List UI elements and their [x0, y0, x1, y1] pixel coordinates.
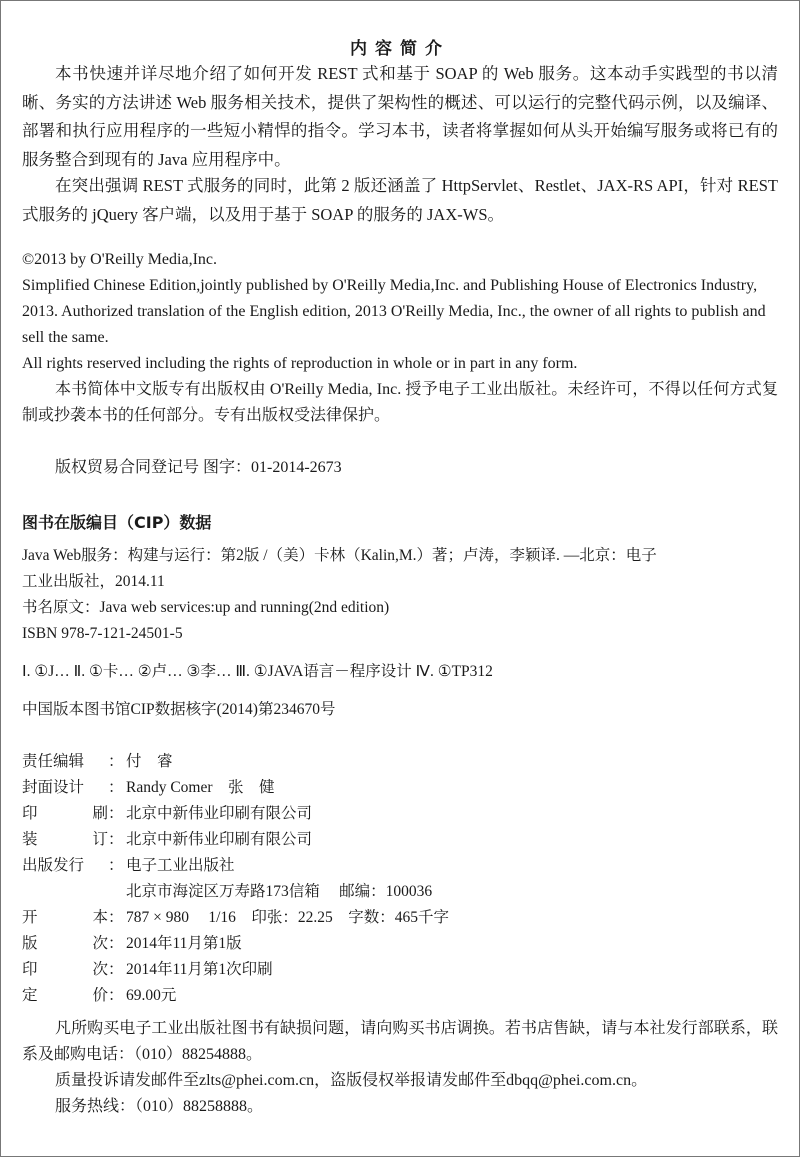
- detail-label-part: 本: [92, 909, 108, 926]
- copyright-line: Simplified Chinese Edition,jointly published by O'Reilly Media,Inc. and Publishing House of Electronics Industry, 2013. Authorized translation of the English edition, 2013 O'Reilly Media, Inc., the owner of all rights to publish and sell the same.: [22, 277, 766, 346]
- registration-number: 版权贸易合同登记号 图字：01-2014-2673: [55, 459, 342, 476]
- detail-label: [22, 749, 108, 775]
- detail-label: [22, 827, 108, 853]
- cip-classification: Ⅰ. ①J… Ⅱ. ①卡… ②卢… ③李… Ⅲ. ①JAVA语言－程序设计 Ⅳ. ①TP312: [22, 663, 493, 680]
- cip-line: 工业出版社，2014.11: [22, 573, 165, 590]
- detail-row: [22, 775, 778, 801]
- publication-details: [22, 749, 778, 1009]
- detail-label: [22, 801, 108, 827]
- detail-colon: ：: [108, 909, 124, 926]
- copyright-line: 本书简体中文版专有出版权由 O'Reilly Media, Inc. 授予电子工业出版社。未经许可，不得以任何方式复制或抄袭本书的任何部分。专有出版权受法律保护。: [22, 381, 778, 424]
- detail-label: [22, 957, 108, 983]
- detail-label: [22, 775, 108, 801]
- detail-colon: ：: [108, 961, 124, 978]
- detail-value: 2014年11月第1次印刷: [126, 961, 273, 978]
- detail-row: [22, 827, 778, 853]
- detail-label-part: 装: [22, 831, 38, 848]
- detail-row: [22, 931, 778, 957]
- detail-label-part: 开: [22, 909, 38, 926]
- cip-heading: 图书在版编目（CIP）数据: [22, 513, 212, 532]
- detail-label-part: 定: [22, 987, 38, 1004]
- footer-notice: 凡所购买电子工业出版社图书有缺损问题，请向购买书店调换。若书店售缺，请与本社发行部联系，联系及邮购电话：（010）88254888。: [22, 1020, 778, 1063]
- detail-colon: [108, 879, 126, 905]
- intro-paragraph: 本书快速并详尽地介绍了如何开发 REST 式和基于 SOAP 的 Web 服务。这本动手实践型的书以清晰、务实的方法讲述 Web 服务相关技术，提供了架构性的概述、可以运行的完整代码示例，以及编译、部署和执行应用程序的一些短小精悍的指令。学习本书，读者将掌握如何从头开始编写服务或将已有的服务整合到现有的 Java 应用程序中。: [22, 64, 778, 169]
- copyright-line: All rights reserved including the rights of reproduction in whole or in part in any form.: [22, 355, 578, 372]
- cip-number: 中国版本图书馆CIP数据核字(2014)第234670号: [22, 701, 336, 718]
- footer-complaint: 质量投诉请发邮件至zlts@phei.com.cn，盗版侵权举报请发邮件至dbqq@phei.com.cn。: [55, 1072, 648, 1089]
- cip-line: ISBN 978-7-121-24501-5: [22, 625, 183, 642]
- footer-section: [22, 1016, 778, 1120]
- detail-row: [22, 801, 778, 827]
- detail-colon: ：: [108, 831, 124, 848]
- detail-label-part: 出版发行: [22, 857, 85, 874]
- detail-value: 付 睿: [126, 753, 173, 770]
- detail-label: [22, 983, 108, 1009]
- detail-label-part: 封面设计: [22, 779, 85, 796]
- detail-colon: ：: [108, 987, 124, 1004]
- detail-label: [22, 931, 108, 957]
- footer-hotline: 服务热线：（010）88258888。: [55, 1098, 264, 1115]
- copyright-section: [22, 247, 778, 429]
- detail-value: 2014年11月第1版: [126, 935, 242, 952]
- detail-row: [22, 879, 778, 905]
- detail-colon: ：: [108, 753, 124, 770]
- detail-label-part: 价: [92, 987, 108, 1004]
- detail-label-part: 印: [22, 961, 38, 978]
- detail-row: [22, 853, 778, 879]
- detail-label: [22, 879, 108, 905]
- detail-row: [22, 957, 778, 983]
- cip-line: 书名原文：Java web services:up and running(2nd edition): [22, 599, 390, 616]
- intro-title: 内容简介: [350, 39, 450, 59]
- copyright-line: ©2013 by O'Reilly Media,Inc.: [22, 251, 218, 268]
- detail-value: 69.00元: [126, 987, 177, 1004]
- detail-label-part: 次: [92, 961, 108, 978]
- detail-label-part: 版: [22, 935, 38, 952]
- detail-value: 北京中新伟业印刷有限公司: [126, 805, 313, 822]
- detail-row: [22, 983, 778, 1009]
- detail-label-part: 责任编辑: [22, 753, 85, 770]
- cip-section: [22, 510, 778, 723]
- detail-label-part: 印: [22, 805, 38, 822]
- detail-colon: ：: [108, 935, 124, 952]
- detail-value: 北京中新伟业印刷有限公司: [126, 831, 313, 848]
- intro-paragraph: 在突出强调 REST 式服务的同时，此第 2 版还涵盖了 HttpServlet、Restlet、JAX-RS API，针对 REST 式服务的 jQuery 客户端，以及用于基于 SOAP 的服务的 JAX-WS。: [22, 176, 778, 224]
- cip-line: Java Web服务：构建与运行：第2版 /（美）卡林（Kalin,M.）著；卢涛，李颖译. —北京：电子: [22, 547, 657, 564]
- detail-label-part: 订: [92, 831, 108, 848]
- detail-value: 787 × 980 1/16 印张：22.25 字数：465千字: [126, 909, 450, 926]
- detail-value: 北京市海淀区万寿路173信箱 邮编：100036: [126, 883, 433, 900]
- detail-label: [22, 853, 108, 879]
- detail-row: [22, 905, 778, 931]
- detail-colon: ：: [108, 779, 124, 796]
- intro-section: [22, 60, 778, 230]
- detail-row: [22, 749, 778, 775]
- detail-colon: ：: [108, 805, 124, 822]
- detail-value: Randy Comer 张 健: [126, 779, 275, 796]
- detail-label-part: 刷: [92, 805, 108, 822]
- detail-colon: ：: [108, 857, 124, 874]
- detail-value: 电子工业出版社: [126, 857, 235, 874]
- detail-label-part: 次: [92, 935, 108, 952]
- detail-label: [22, 905, 108, 931]
